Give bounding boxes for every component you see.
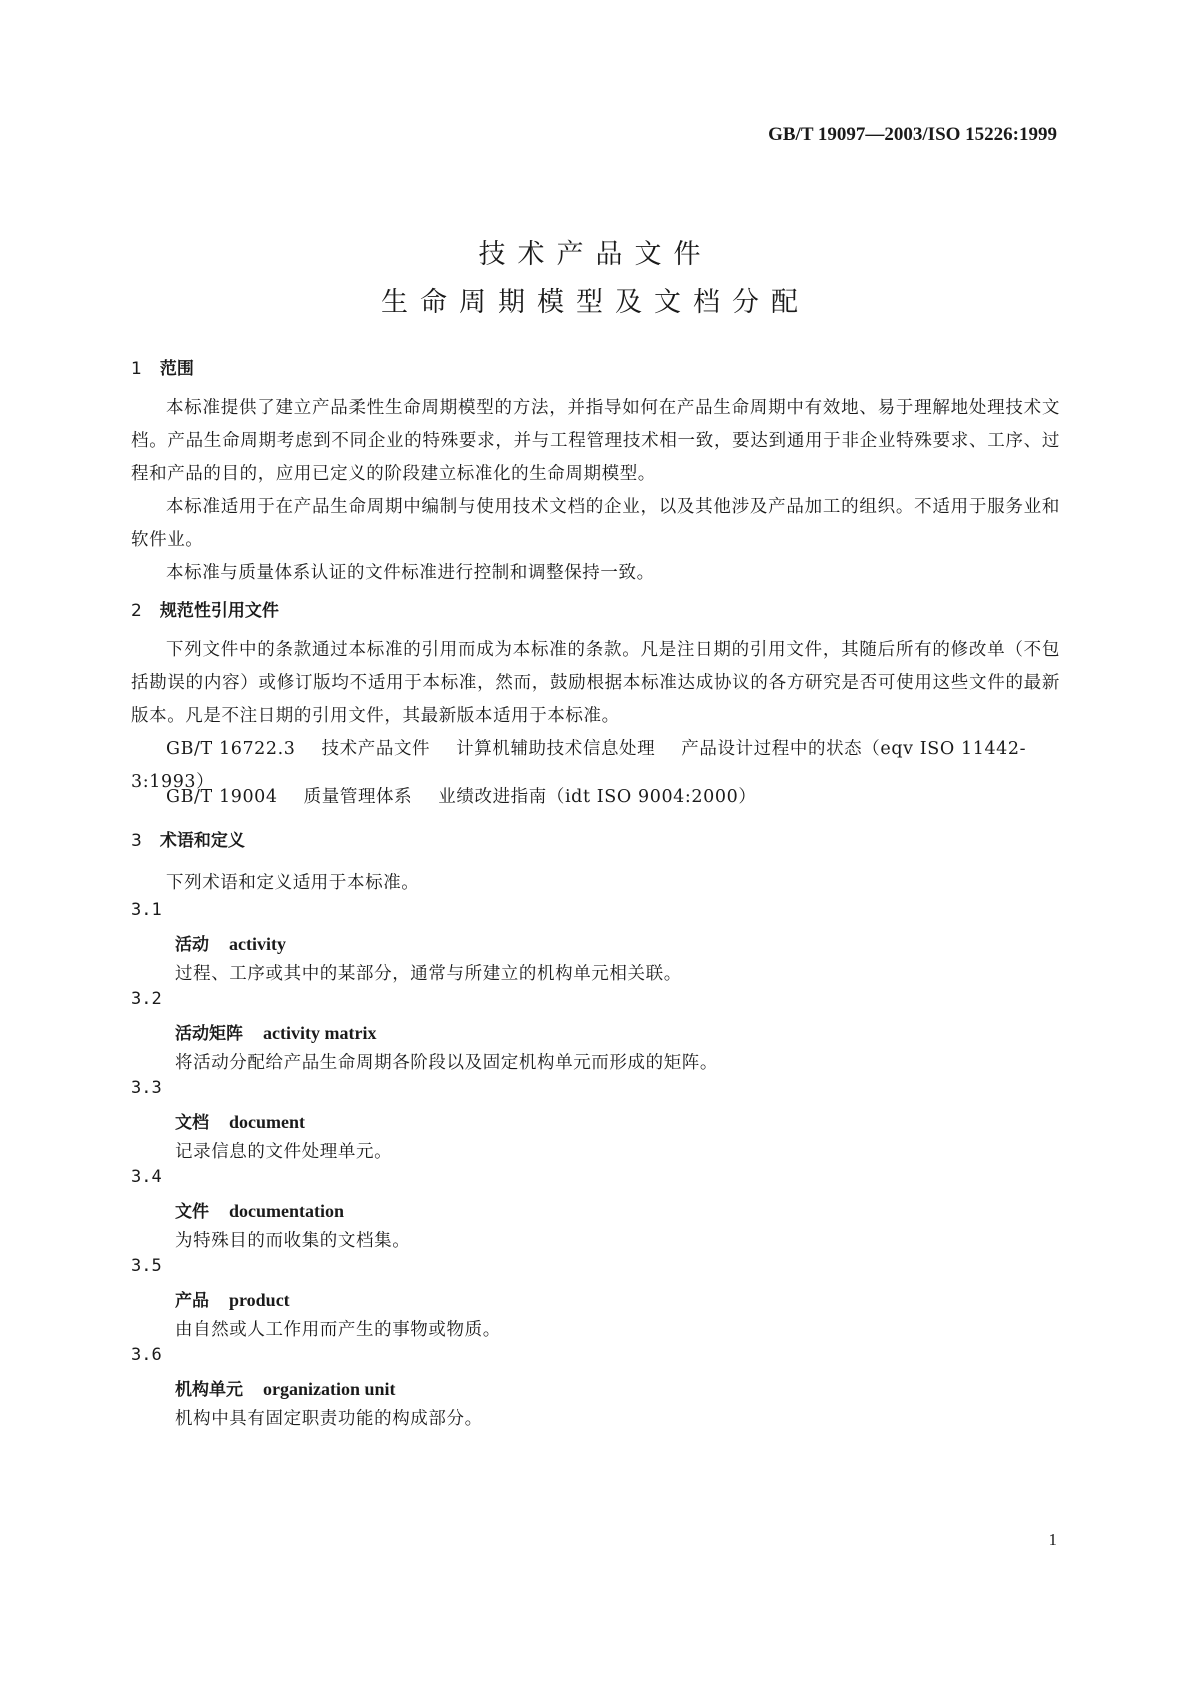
page-number: 1 (1048, 1530, 1057, 1549)
term-definition: 机构中具有固定职责功能的构成部分。 (175, 1409, 483, 1429)
reference-title-part: 质量管理体系 (303, 787, 413, 807)
section-title: 规范性引用文件 (159, 601, 279, 621)
term-heading (175, 1019, 376, 1044)
section-title: 术语和定义 (159, 831, 245, 851)
clause-number: 3.2 (131, 989, 162, 1009)
term-en: document (229, 1112, 305, 1132)
term-heading (175, 1375, 396, 1400)
term-en: product (229, 1290, 290, 1310)
section-title: 范围 (159, 359, 194, 379)
section-heading-scope (131, 354, 194, 379)
clause-number: 3.3 (131, 1078, 162, 1098)
term-en: organization unit (263, 1379, 396, 1399)
term-heading (175, 930, 286, 955)
section-number: 2 (131, 601, 142, 621)
reference-title-part: 业绩改进指南（idt ISO 9004:2000） (438, 787, 757, 807)
scope-paragraph-3: 本标准与质量体系认证的文件标准进行控制和调整保持一致。 (166, 563, 655, 583)
clause-number: 3.1 (131, 900, 162, 920)
term-definition: 为特殊目的而收集的文档集。 (175, 1231, 411, 1251)
term-zh: 机构单元 (175, 1380, 243, 1400)
clause-number: 3.6 (131, 1345, 162, 1365)
document-title-line-1: 技术产品文件 (478, 239, 713, 270)
section-number: 1 (131, 359, 142, 379)
term-en: activity matrix (263, 1023, 377, 1043)
term-en: documentation (229, 1201, 345, 1221)
term-zh: 文档 (175, 1113, 209, 1133)
clause-number: 3.5 (131, 1256, 162, 1276)
section-heading-terms-definitions (131, 826, 245, 851)
reference-title-part: 产品设计过程中的状态（eqv ISO 11442-3:1993） (131, 739, 1027, 792)
terms-intro: 下列术语和定义适用于本标准。 (166, 873, 420, 893)
standard-code-header: GB/T 19097—2003/ISO 15226:1999 (768, 124, 1057, 145)
term-heading (175, 1197, 344, 1222)
term-definition: 过程、工序或其中的某部分，通常与所建立的机构单元相关联。 (175, 964, 682, 984)
term-definition: 由自然或人工作用而产生的事物或物质。 (175, 1320, 501, 1340)
section-number: 3 (131, 831, 142, 851)
document-title-line-2: 生命周期模型及文档分配 (381, 287, 810, 318)
term-zh: 活动 (175, 935, 209, 955)
reference-code: GB/T 19004 (166, 787, 278, 807)
term-definition: 记录信息的文件处理单元。 (175, 1142, 393, 1162)
reference-code: GB/T 16722.3 (166, 739, 296, 759)
references-intro-paragraph: 下列文件中的条款通过本标准的引用而成为本标准的条款。凡是注日期的引用文件，其随后所有的修改单（不包括勘误的内容）或修订版均不适用于本标准，然而，鼓励根据本标准达成协议的各方研究是否可使用这些文件的最新版本。凡是不注日期的引用文件，其最新版本适用于本标准。 (131, 640, 1060, 726)
clause-number: 3.4 (131, 1167, 162, 1187)
term-zh: 产品 (175, 1291, 209, 1311)
reference-item (131, 781, 1060, 814)
term-heading (175, 1108, 305, 1133)
scope-paragraph-1: 本标准提供了建立产品柔性生命周期模型的方法，并指导如何在产品生命周期中有效地、易于理解地处理技术文档。产品生命周期考虑到不同企业的特殊要求，并与工程管理技术相一致，要达到通用于非企业特殊要求、工序、过程和产品的目的，应用已定义的阶段建立标准化的生命周期模型。 (131, 398, 1060, 484)
term-definition: 将活动分配给产品生命周期各阶段以及固定机构单元而形成的矩阵。 (175, 1053, 718, 1073)
term-zh: 文件 (175, 1202, 209, 1222)
reference-title-part: 计算机辅助技术信息处理 (456, 739, 656, 759)
term-heading (175, 1286, 290, 1311)
reference-title-part: 技术产品文件 (321, 739, 431, 759)
scope-paragraph-2: 本标准适用于在产品生命周期中编制与使用技术文档的企业，以及其他涉及产品加工的组织。不适用于服务业和软件业。 (131, 497, 1060, 550)
term-zh: 活动矩阵 (175, 1024, 243, 1044)
section-heading-normative-references (131, 596, 279, 621)
term-en: activity (229, 934, 286, 954)
